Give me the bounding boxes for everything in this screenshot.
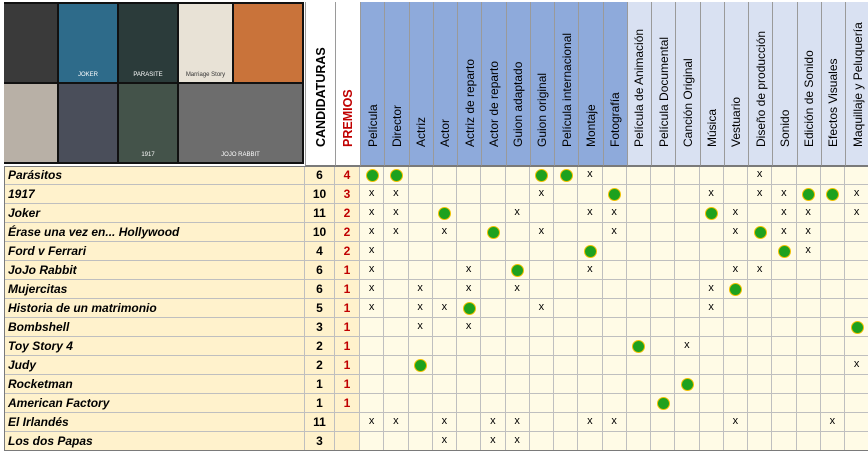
row-candidaturas: 3: [305, 318, 335, 337]
category-header-label: Actor de reparto: [486, 60, 501, 147]
row-candidaturas: 11: [305, 204, 335, 223]
nomination-marker: x: [603, 204, 627, 223]
nomination-marker: x: [506, 204, 530, 223]
row-premios: 2: [335, 223, 360, 242]
nomination-marker: x: [748, 261, 772, 280]
poster-4: [234, 4, 302, 82]
row-title: Toy Story 4: [4, 337, 305, 356]
poster-label: JOJO RABBIT: [221, 152, 260, 158]
nomination-marker: x: [409, 280, 433, 299]
row-title: Judy: [4, 356, 305, 375]
nomination-marker: x: [797, 242, 821, 261]
nomination-marker: x: [724, 261, 748, 280]
nomination-marker: x: [603, 413, 627, 432]
category-header-label: Película Documental: [656, 36, 671, 147]
row-title: American Factory: [4, 394, 305, 413]
nomination-marker: x: [433, 299, 457, 318]
nomination-marker: x: [530, 185, 554, 204]
nomination-marker: x: [409, 299, 433, 318]
category-header-label: Vestuario: [729, 96, 744, 147]
category-header-label: Fotografía: [608, 92, 623, 147]
row-candidaturas: 5: [305, 299, 335, 318]
row-title: El Irlandés: [4, 413, 305, 432]
row-premios: 1: [335, 299, 360, 318]
row-candidaturas: 2: [305, 337, 335, 356]
category-header-label: Diseño de producción: [753, 30, 768, 147]
poster-0: [4, 4, 57, 82]
nomination-marker: x: [506, 413, 530, 432]
row-candidaturas: 6: [305, 280, 335, 299]
row-candidaturas: 6: [305, 261, 335, 280]
poster-label: Marriage Story: [185, 72, 226, 78]
nomination-marker: x: [530, 223, 554, 242]
poster-2: [119, 4, 177, 82]
category-header: [360, 2, 384, 166]
row-title: Mujercitas: [4, 280, 305, 299]
nomination-marker: x: [578, 261, 602, 280]
category-header: [845, 2, 868, 166]
category-header: [433, 2, 457, 166]
category-header-label: Maquillaje y Peluquería: [850, 22, 865, 147]
row-premios: 1: [335, 318, 360, 337]
category-header: [675, 2, 699, 166]
category-header-label: Director: [389, 104, 404, 147]
category-header: [384, 2, 408, 166]
poster-3: [179, 4, 232, 82]
nomination-marker: x: [384, 413, 408, 432]
row-premios: 3: [335, 185, 360, 204]
nomination-marker: x: [845, 204, 868, 223]
nomination-marker: x: [578, 204, 602, 223]
category-header: [797, 2, 821, 166]
poster-label: JOKER: [77, 72, 98, 78]
category-header-label: Actriz: [414, 117, 429, 147]
nomination-marker: x: [772, 185, 796, 204]
nomination-marker: x: [772, 204, 796, 223]
nomination-marker: x: [506, 432, 530, 451]
nomination-marker: x: [457, 261, 481, 280]
category-header: [481, 2, 505, 166]
posters-collage: [4, 2, 304, 164]
row-candidaturas: 3: [305, 432, 335, 451]
row-candidaturas: 10: [305, 185, 335, 204]
poster-6: [59, 84, 117, 162]
category-header-label: Actriz de reparto: [462, 58, 477, 147]
row-premios: 1: [335, 375, 360, 394]
nomination-marker: x: [603, 223, 627, 242]
nomination-marker: x: [772, 223, 796, 242]
nomination-marker: x: [748, 185, 772, 204]
nomination-marker: x: [360, 242, 384, 261]
category-header: [554, 2, 578, 166]
nomination-marker: x: [724, 204, 748, 223]
nomination-marker: x: [360, 185, 384, 204]
row-title: JoJo Rabbit: [4, 261, 305, 280]
header-premios-label: PREMIOS: [341, 89, 355, 147]
nomination-marker: x: [506, 280, 530, 299]
nomination-marker: x: [530, 299, 554, 318]
nomination-marker: x: [481, 432, 505, 451]
category-header-label: Guion original: [535, 72, 550, 147]
row-premios: 2: [335, 204, 360, 223]
poster-label: 1917: [141, 152, 155, 158]
row-candidaturas: 2: [305, 356, 335, 375]
row-candidaturas: 10: [305, 223, 335, 242]
category-header: [603, 2, 627, 166]
nomination-marker: x: [360, 413, 384, 432]
nomination-marker: x: [481, 413, 505, 432]
poster-8: [179, 84, 302, 162]
nomination-marker: x: [433, 223, 457, 242]
category-header-label: Actor: [438, 118, 453, 147]
row-title: Rocketman: [4, 375, 305, 394]
category-header: [724, 2, 748, 166]
row-premios: 1: [335, 356, 360, 375]
category-header: [748, 2, 772, 166]
nomination-marker: x: [724, 223, 748, 242]
row-premios: 2: [335, 242, 360, 261]
nomination-marker: x: [384, 204, 408, 223]
nomination-marker: x: [845, 356, 868, 375]
category-header: [578, 2, 602, 166]
row-title: Historia de un matrimonio: [4, 299, 305, 318]
category-header: [457, 2, 481, 166]
category-header-label: Canción Original: [680, 58, 695, 147]
nomination-marker: x: [675, 337, 699, 356]
category-header-label: Película: [365, 104, 380, 147]
nomination-marker: x: [384, 223, 408, 242]
row-premios: 1: [335, 261, 360, 280]
header-candidaturas: [305, 2, 335, 166]
row-title: Parásitos: [4, 166, 305, 185]
nomination-marker: x: [700, 280, 724, 299]
category-header: [506, 2, 530, 166]
poster-1: [59, 4, 117, 82]
nomination-marker: x: [433, 432, 457, 451]
poster-label: PARASITE: [133, 72, 163, 78]
nomination-marker: x: [700, 299, 724, 318]
row-candidaturas: 6: [305, 166, 335, 185]
nomination-marker: x: [821, 413, 845, 432]
nomination-marker: x: [748, 166, 772, 185]
row-candidaturas: 1: [305, 375, 335, 394]
nomination-marker: x: [360, 261, 384, 280]
nomination-marker: x: [578, 413, 602, 432]
poster-7: [119, 84, 177, 162]
category-header-label: Montaje: [583, 104, 598, 147]
nomination-marker: x: [724, 413, 748, 432]
category-header-label: Música: [705, 108, 720, 147]
category-header-label: Guion adaptado: [511, 61, 526, 147]
nomination-marker: x: [457, 280, 481, 299]
category-header: [627, 2, 651, 166]
nomination-marker: x: [360, 204, 384, 223]
row-candidaturas: 4: [305, 242, 335, 261]
nomination-marker: x: [409, 318, 433, 337]
row-title: Ford v Ferrari: [4, 242, 305, 261]
row-candidaturas: 11: [305, 413, 335, 432]
category-header-label: Edición de Sonido: [802, 50, 817, 147]
nomination-marker: x: [360, 299, 384, 318]
nomination-marker: x: [360, 280, 384, 299]
nomination-marker: x: [797, 204, 821, 223]
nomination-marker: x: [797, 223, 821, 242]
nomination-marker: x: [384, 185, 408, 204]
category-header: [700, 2, 724, 166]
nomination-marker: x: [578, 166, 602, 185]
nomination-marker: x: [457, 318, 481, 337]
row-premios: 1: [335, 394, 360, 413]
category-header: [409, 2, 433, 166]
row-title: Los dos Papas: [4, 432, 305, 451]
category-header-label: Efectos Visuales: [826, 58, 841, 147]
nomination-marker: x: [845, 185, 868, 204]
row-candidaturas: 1: [305, 394, 335, 413]
category-header: [651, 2, 675, 166]
category-header: [530, 2, 554, 166]
header-candidaturas-label: CANDIDATURAS: [313, 47, 328, 147]
nomination-marker: x: [360, 223, 384, 242]
row-title: 1917: [4, 185, 305, 204]
table-border: [4, 166, 868, 451]
row-premios: 1: [335, 280, 360, 299]
row-title: Joker: [4, 204, 305, 223]
nomination-marker: x: [433, 413, 457, 432]
category-header-label: Sonido: [777, 109, 792, 147]
category-header-label: Película de Animación: [632, 28, 647, 147]
poster-5: [4, 84, 57, 162]
category-header: [772, 2, 796, 166]
nomination-marker: x: [700, 185, 724, 204]
category-header-label: Película internacional: [559, 32, 574, 147]
category-header: [821, 2, 845, 166]
row-premios: 4: [335, 166, 360, 185]
row-title: Érase una vez en... Hollywood: [4, 223, 305, 242]
header-premios: [335, 2, 360, 166]
row-premios: 1: [335, 337, 360, 356]
row-title: Bombshell: [4, 318, 305, 337]
